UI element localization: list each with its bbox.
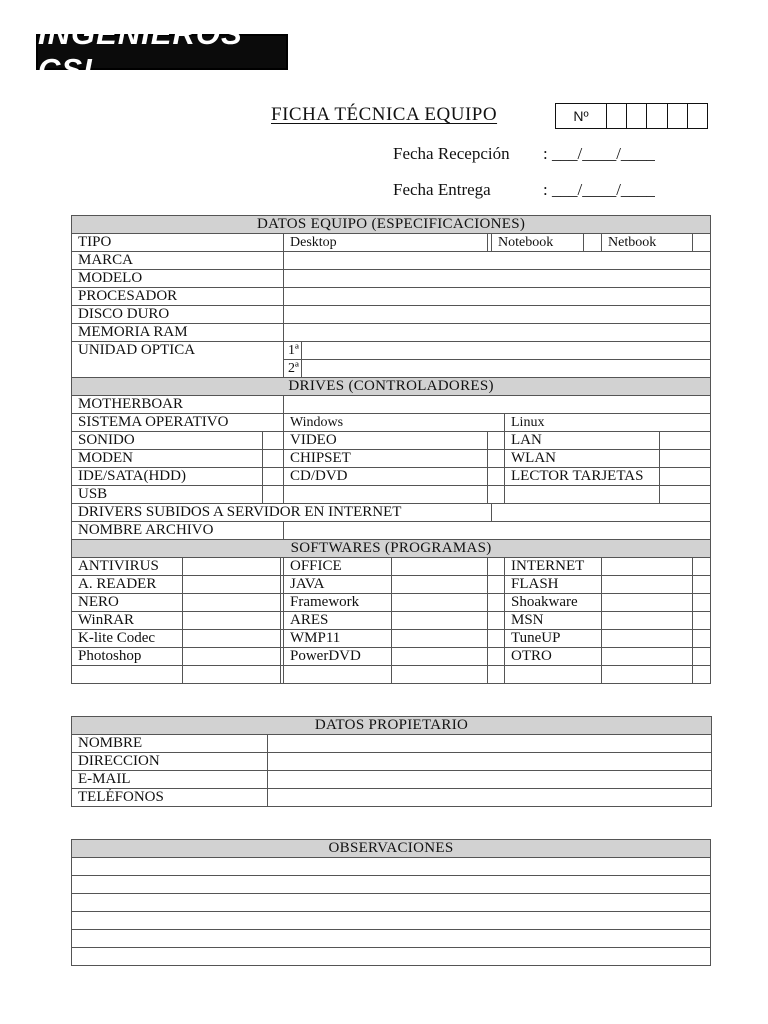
software-label: K-lite Codec [72,630,183,648]
software-label: Shoakware [505,594,602,612]
owner-field-input[interactable] [268,771,712,789]
observation-line[interactable] [72,858,711,876]
drivers-uploaded-label: DRIVERS SUBIDOS A SERVIDOR EN INTERNET [72,504,492,522]
owner-field-label: E-MAIL [72,771,268,789]
notebook-option: Notebook [492,234,584,252]
owner-field-input[interactable] [268,753,712,771]
driver-check[interactable] [488,486,505,504]
owner-field-label: TELÉFONOS [72,789,268,807]
number-cell[interactable] [607,104,627,128]
spec-field[interactable] [284,288,711,306]
driver-label: VIDEO [284,432,488,450]
optical-2-field[interactable] [302,360,711,378]
software-field[interactable] [392,612,488,630]
software-label: Framework [284,594,392,612]
driver-check[interactable] [263,468,284,486]
observation-line[interactable] [72,894,711,912]
observations-table [71,839,711,966]
driver-check[interactable] [263,486,284,504]
software-field[interactable] [183,558,281,576]
owner-field-label: NOMBRE [72,735,268,753]
spec-label: MODELO [72,270,284,288]
software-label: NERO [72,594,183,612]
spec-label: MEMORIA RAM [72,324,284,342]
delivery-date-label: Fecha Entrega [393,180,491,199]
number-cell[interactable] [668,104,688,128]
software-label: FLASH [505,576,602,594]
software-field[interactable] [183,594,281,612]
netbook-checkbox[interactable] [693,234,711,252]
observation-line[interactable] [72,912,711,930]
software-label: ARES [284,612,392,630]
form-number-box [555,103,708,129]
optical-1-field[interactable] [302,342,711,360]
software-field[interactable] [602,630,693,648]
software-label: PowerDVD [284,648,392,666]
software-field[interactable] [602,576,693,594]
software-field[interactable] [183,666,281,684]
notebook-checkbox[interactable] [584,234,602,252]
software-check[interactable] [488,558,505,576]
software-check[interactable] [488,612,505,630]
os-label: SISTEMA OPERATIVO [72,414,284,432]
owner-section-header: DATOS PROPIETARIO [72,717,712,735]
software-label: WMP11 [284,630,392,648]
driver-label: LECTOR TARJETAS [505,468,660,486]
reception-date-label: Fecha Recepción [393,144,510,163]
software-field[interactable] [392,558,488,576]
driver-label: WLAN [505,450,660,468]
software-field[interactable] [183,612,281,630]
driver-check[interactable] [488,432,505,450]
software-field[interactable] [392,648,488,666]
software-check[interactable] [693,576,711,594]
optical-drive-label: UNIDAD OPTICA [72,342,284,378]
driver-label: SONIDO [72,432,263,450]
desktop-option: Desktop [284,234,488,252]
form-title: FICHA TÉCNICA EQUIPO [271,104,498,125]
os-linux-option: Linux [505,414,711,432]
software-field[interactable] [602,558,693,576]
software-label: MSN [505,612,602,630]
observations-section-header: OBSERVACIONES [72,840,711,858]
software-field[interactable] [392,666,488,684]
drives-section-header: DRIVES (CONTROLADORES) [72,378,711,396]
spec-field[interactable] [284,324,711,342]
delivery-date-line [393,180,655,200]
software-label: JAVA [284,576,392,594]
owner-field-label: DIRECCION [72,753,268,771]
reception-date-field[interactable]: : ___/____/____ [543,144,655,163]
software-label: Photoshop [72,648,183,666]
software-field[interactable] [602,612,693,630]
software-label: OFFICE [284,558,392,576]
filename-field[interactable] [284,522,711,540]
equipment-table [71,215,711,684]
software-label: INTERNET [505,558,602,576]
software-field[interactable] [183,576,281,594]
filename-label: NOMBRE ARCHIVO [72,522,284,540]
driver-label: CD/DVD [284,468,488,486]
driver-check[interactable] [488,468,505,486]
number-label: Nº [556,104,607,128]
drivers-uploaded-field[interactable] [492,504,711,522]
spec-field[interactable] [284,252,711,270]
equipment-section-header: DATOS EQUIPO (ESPECIFICACIONES) [72,216,711,234]
motherboard-label: MOTHERBOAR [72,396,284,414]
software-field[interactable] [392,594,488,612]
software-field[interactable] [602,666,693,684]
optical-1-label: 1ª [284,342,302,360]
software-check[interactable] [488,594,505,612]
observation-line[interactable] [72,930,711,948]
reception-date-line [393,144,655,164]
software-check[interactable] [693,612,711,630]
driver-label [505,486,660,504]
driver-check[interactable] [263,432,284,450]
driver-check[interactable] [660,486,711,504]
driver-label: CHIPSET [284,450,488,468]
software-check[interactable] [693,666,711,684]
optical-2-label: 2ª [284,360,302,378]
driver-check[interactable] [488,450,505,468]
company-logo: INGENIEROS CSI [36,34,288,70]
software-check[interactable] [693,648,711,666]
observation-line[interactable] [72,948,711,966]
software-label[interactable] [284,666,392,684]
software-field[interactable] [602,648,693,666]
software-check[interactable] [693,594,711,612]
owner-table [71,716,712,807]
os-windows-option: Windows [284,414,505,432]
driver-check[interactable] [660,468,711,486]
number-cell[interactable] [688,104,707,128]
software-check[interactable] [693,630,711,648]
software-field[interactable] [183,630,281,648]
software-label: A. READER [72,576,183,594]
software-check[interactable] [488,666,505,684]
spec-label: DISCO DURO [72,306,284,324]
software-field[interactable] [183,648,281,666]
spec-label: PROCESADOR [72,288,284,306]
number-cell[interactable] [647,104,667,128]
software-check[interactable] [693,558,711,576]
driver-check[interactable] [660,450,711,468]
software-label[interactable] [505,666,602,684]
software-check[interactable] [488,630,505,648]
owner-field-input[interactable] [268,735,712,753]
spec-label: MARCA [72,252,284,270]
tipo-label: TIPO [72,234,284,252]
delivery-date-field[interactable]: : ___/____/____ [543,180,655,199]
software-label[interactable] [72,666,183,684]
software-section-header: SOFTWARES (PROGRAMAS) [72,540,711,558]
driver-label: IDE/SATA(HDD) [72,468,263,486]
software-field[interactable] [602,594,693,612]
netbook-option: Netbook [602,234,693,252]
owner-field-input[interactable] [268,789,712,807]
spec-field[interactable] [284,306,711,324]
driver-label: USB [72,486,263,504]
driver-label: MODEN [72,450,263,468]
observation-line[interactable] [72,876,711,894]
software-label: ANTIVIRUS [72,558,183,576]
driver-label [284,486,488,504]
software-label: TuneUP [505,630,602,648]
spec-field[interactable] [284,270,711,288]
driver-check[interactable] [660,432,711,450]
software-field[interactable] [392,576,488,594]
driver-label: LAN [505,432,660,450]
motherboard-field[interactable] [284,396,711,414]
software-field[interactable] [392,630,488,648]
driver-check[interactable] [263,450,284,468]
software-check[interactable] [488,648,505,666]
software-label: WinRAR [72,612,183,630]
software-check[interactable] [488,576,505,594]
software-label: OTRO [505,648,602,666]
number-cell[interactable] [627,104,647,128]
